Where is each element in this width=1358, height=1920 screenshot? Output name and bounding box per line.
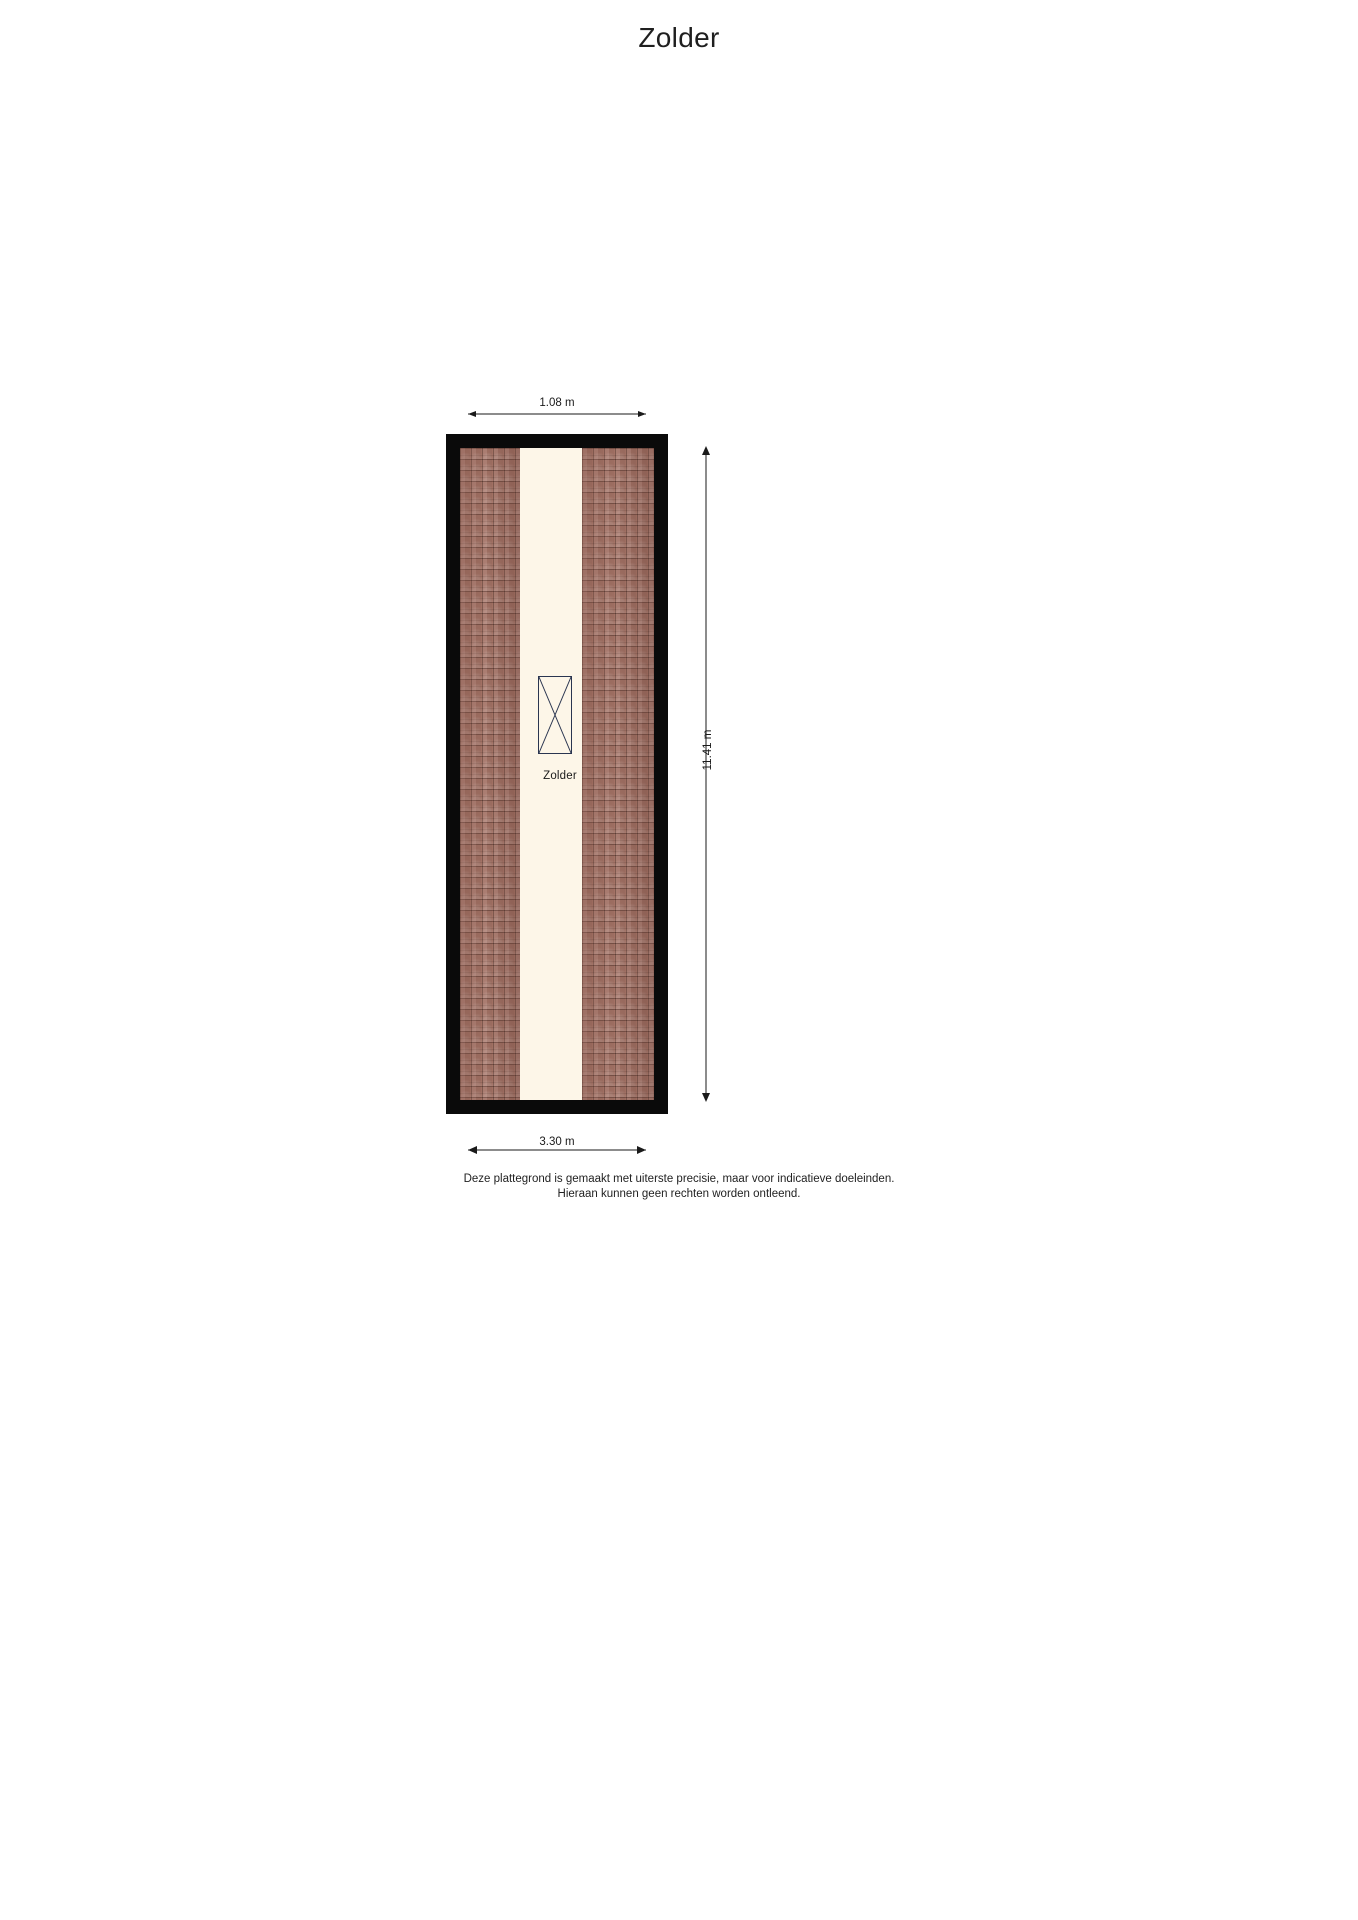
dimension-right-label: 11.41 m (702, 729, 714, 771)
disclaimer (0, 1172, 1358, 1202)
dimension-bottom (446, 1136, 668, 1162)
stair-opening-icon (538, 676, 572, 754)
room-label-zolder: Zolder (543, 770, 577, 782)
floor-plan (446, 434, 668, 1114)
disclaimer-line-1: Deze plattegrond is gemaakt met uiterste precisie, maar voor indicatieve doeleinden. (463, 1173, 895, 1185)
disclaimer-line-2: Hieraan kunnen geen rechten worden ontleend. (557, 1188, 801, 1200)
page-title: Zolder (638, 22, 720, 53)
dimension-bottom-label: 3.30 m (539, 1136, 575, 1148)
dimension-right (686, 444, 726, 1104)
floor-plan-interior (460, 448, 654, 1100)
dimension-top-label: 1.08 m (539, 397, 575, 409)
dimension-bottom-arrow (446, 1144, 668, 1156)
dimension-top-arrow (466, 409, 648, 419)
dimension-top (466, 397, 648, 417)
